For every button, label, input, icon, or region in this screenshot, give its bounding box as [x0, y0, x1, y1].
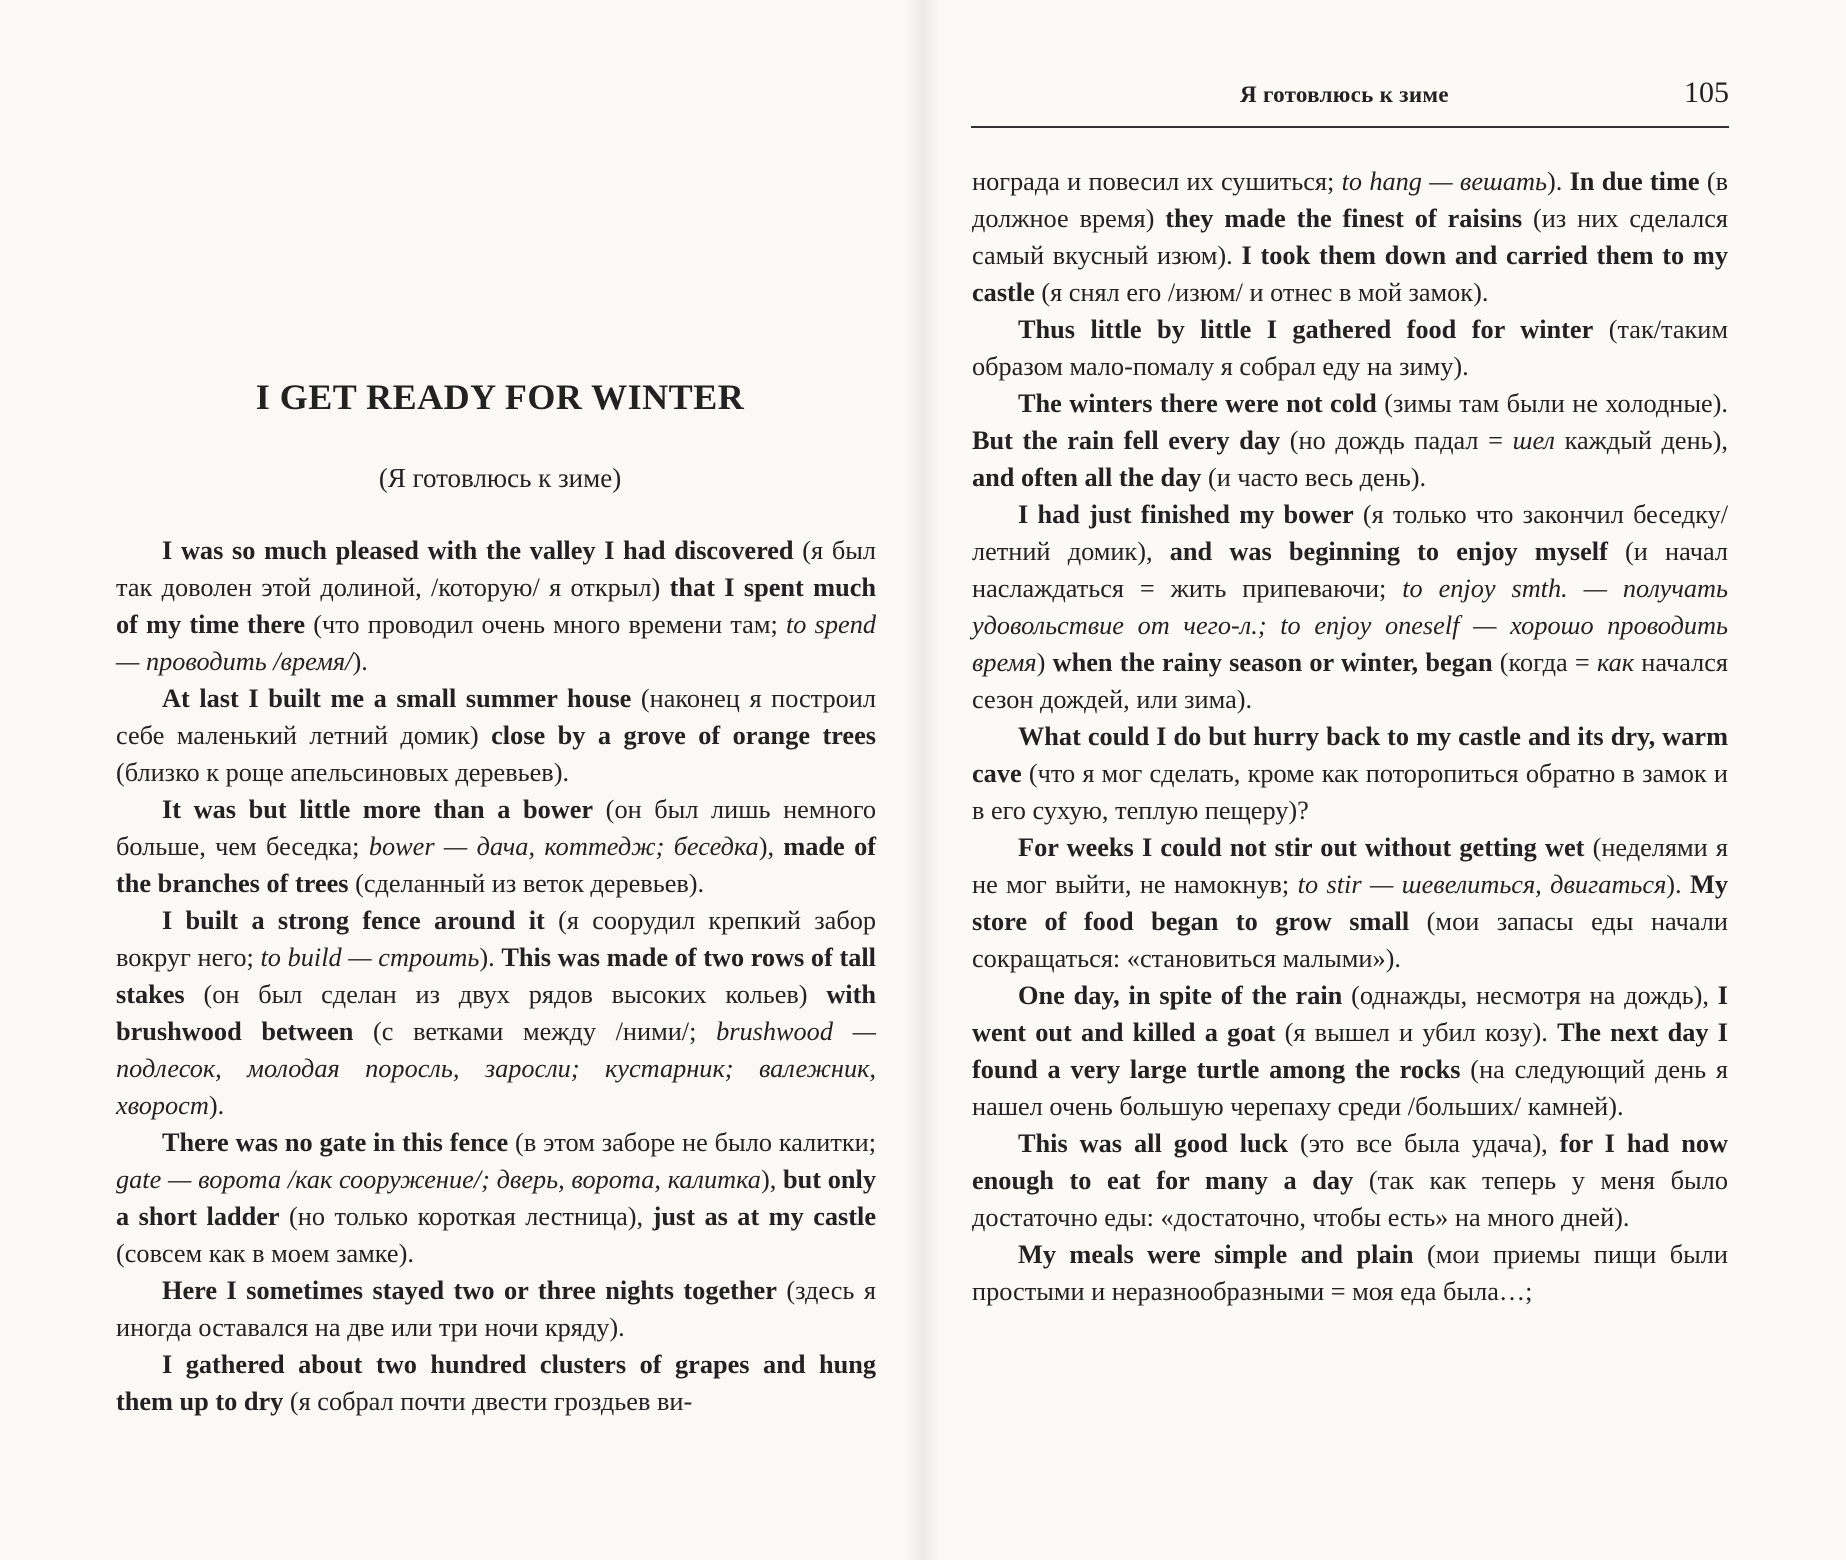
- translation-text: (из них сделался самый вкусный изюм).: [972, 204, 1728, 270]
- translation-text: (я только что закончил беседку/летний домик),: [972, 500, 1728, 566]
- book-gutter: [905, 0, 941, 1560]
- translation-text: (это все была удача),: [1287, 1129, 1560, 1158]
- translation-text: (я соорудил крепкий забор вокруг него;: [116, 906, 876, 972]
- vocabulary-note: шел: [1512, 426, 1555, 455]
- english-phrase: made of the branches of trees: [116, 832, 876, 898]
- english-phrase: just as at my castle: [652, 1202, 876, 1231]
- vocabulary-note: gate — ворота /как сооружение/; дверь, ворота, калитка: [116, 1165, 761, 1194]
- vocabulary-note: to spend — проводить /время/: [116, 610, 876, 676]
- translation-text: (но дождь падал =: [1280, 426, 1513, 455]
- english-phrase: I took them down and carried them to my castle: [972, 241, 1728, 307]
- left-column-text: [116, 532, 876, 1420]
- english-phrase: and often all the day: [972, 463, 1202, 492]
- translation-text: ),: [760, 1165, 784, 1194]
- vocabulary-note: как: [1596, 648, 1635, 677]
- chapter-subtitle: (Я готовлюсь к зиме): [378, 463, 622, 493]
- translation-text: (совсем как в моем замке).: [116, 1239, 414, 1268]
- english-phrase: I went out and killed a goat: [972, 981, 1729, 1047]
- translation-text: (здесь я иногда оставался на две или три ночи кряду).: [116, 1276, 876, 1342]
- english-phrase: My meals were simple and plain: [1018, 1240, 1414, 1269]
- english-phrase: This was made of two rows of tall stakes: [116, 943, 876, 1009]
- english-phrase: they made the finest of raisins: [1165, 204, 1523, 233]
- translation-text: (так как теперь у меня было достаточно еды: «достаточно, чтобы есть» на много дней).: [972, 1166, 1728, 1232]
- translation-text: (на следующий день я нашел очень большую черепаху среди /больших/ камней).: [972, 1055, 1728, 1121]
- paragraph: [116, 791, 876, 902]
- translation-text: нограда и повесил их сушиться;: [972, 167, 1342, 196]
- translation-text: (и начал наслаждаться = жить припеваючи;: [972, 537, 1728, 603]
- chapter-title: I GET READY FOR WINTER: [255, 377, 745, 417]
- paragraph: [972, 977, 1728, 1125]
- translation-text: (неделями я не мог выйти, не намокнув;: [972, 833, 1728, 899]
- english-phrase: Thus little by little I gathered food for winter: [1018, 315, 1594, 344]
- paragraph: [972, 496, 1728, 718]
- english-phrase: The next day I found a very large turtle among the rocks: [972, 1018, 1728, 1084]
- translation-text: (сделанный из веток деревьев).: [348, 869, 705, 898]
- translation-text: ).: [479, 943, 502, 972]
- translation-text: (когда =: [1492, 648, 1597, 677]
- vocabulary-note: to enjoy smth. — получать удовольствие от чего-л.; to enjoy oneself — хорошо проводить время: [972, 574, 1728, 677]
- translation-text: (близко к роще апельсиновых деревьев).: [116, 758, 570, 787]
- paragraph: [972, 311, 1728, 385]
- paragraph: [972, 829, 1728, 977]
- paragraph: [116, 902, 876, 1124]
- right-column-text: [972, 163, 1728, 1310]
- translation-text: начался сезон дождей, или зима).: [972, 648, 1728, 714]
- translation-text: (он был лишь немного больше, чем беседка;: [116, 795, 876, 861]
- translation-text: (мои приемы пищи были простыми и неразнообразными = моя еда была…;: [972, 1240, 1728, 1306]
- paragraph: [972, 385, 1728, 496]
- english-phrase: One day, in spite of the rain: [1018, 981, 1343, 1010]
- running-title: Я готовлюсь к зиме: [1240, 82, 1449, 107]
- english-phrase: My store of food began to grow small: [972, 870, 1728, 936]
- translation-text: ).: [208, 1091, 225, 1120]
- english-phrase: The winters there were not cold: [1018, 389, 1377, 418]
- english-phrase: This was all good luck: [1018, 1129, 1288, 1158]
- translation-text: (он был сделан из двух рядов высоких кольев): [184, 980, 827, 1009]
- translation-text: (я был так доволен этой долиной, /которую/ я открыл): [116, 536, 876, 602]
- translation-text: ).: [352, 647, 368, 676]
- page-number: 105: [1684, 76, 1729, 109]
- english-phrase: I gathered about two hundred clusters of grapes and hung them up to dry: [116, 1350, 876, 1416]
- translation-text: (что проводил очень много времени там;: [305, 610, 786, 639]
- paragraph: [116, 680, 876, 791]
- vocabulary-note: bower — дача, коттедж; беседка: [368, 832, 759, 861]
- translation-text: (в должное время): [972, 167, 1729, 233]
- english-phrase: It was but little more than a bower: [162, 795, 594, 824]
- translation-text: ): [1036, 648, 1053, 677]
- vocabulary-note: brushwood — подлесок, молодая поросль, заросли; кустарник; валежник, хворост: [116, 1017, 877, 1120]
- paragraph: [972, 1236, 1728, 1310]
- translation-text: (зимы там были не холодные).: [1376, 389, 1728, 418]
- translation-text: (что я мог сделать, кроме как поторопиться обратно в замок и в его сухую, теплую пещеру)?: [972, 759, 1728, 825]
- paragraph: [116, 1346, 876, 1420]
- english-phrase: What could I do but hurry back to my castle and its dry, warm cave: [972, 722, 1728, 788]
- translation-text: (но только короткая лестница),: [279, 1202, 653, 1231]
- english-phrase: for I had now enough to eat for many a day: [972, 1129, 1728, 1195]
- translation-text: (мои запасы еды начали сокращаться: «становиться малыми»).: [972, 907, 1728, 973]
- vocabulary-note: to stir — шевелиться, двигаться: [1297, 870, 1667, 899]
- translation-text: ).: [1666, 870, 1691, 899]
- translation-text: каждый день),: [1554, 426, 1729, 455]
- running-header: [971, 74, 1729, 128]
- vocabulary-note: to build — строить: [260, 943, 480, 972]
- translation-text: (однажды, несмотря на дождь),: [1342, 981, 1718, 1010]
- english-phrase: In due time: [1569, 167, 1700, 196]
- english-phrase: I had just finished my bower: [1018, 500, 1354, 529]
- paragraph-continuation: [972, 163, 1728, 311]
- paragraph: [116, 532, 876, 680]
- translation-text: ).: [1546, 167, 1570, 196]
- english-phrase: but only a short ladder: [116, 1165, 876, 1231]
- paragraph: [116, 1124, 876, 1272]
- paragraph: [972, 718, 1728, 829]
- paragraph: [116, 1272, 876, 1346]
- english-phrase: that I spent much of my time there: [116, 573, 876, 639]
- translation-text: (я вышел и убил козу).: [1275, 1018, 1558, 1047]
- translation-text: (с ветками между /ними/;: [353, 1017, 717, 1046]
- english-phrase: and was beginning to enjoy myself: [1169, 537, 1608, 566]
- paragraph: [972, 1125, 1728, 1236]
- translation-text: (я собрал почти двести гроздьев ви-: [283, 1387, 693, 1416]
- translation-text: (я снял его /изюм/ и отнес в мой замок).: [1034, 278, 1489, 307]
- english-phrase: Here I sometimes stayed two or three nights together: [162, 1276, 777, 1305]
- english-phrase: when the rainy season or winter, began: [1052, 648, 1493, 677]
- english-phrase: At last I built me a small summer house: [162, 684, 632, 713]
- translation-text: (так/таким образом мало-помалу я собрал еду на зиму).: [972, 315, 1729, 381]
- translation-text: ),: [758, 832, 784, 861]
- translation-text: (и часто весь день).: [1201, 463, 1427, 492]
- translation-text: (в этом заборе не было калитки;: [508, 1128, 876, 1157]
- vocabulary-note: to hang — вешать: [1341, 167, 1547, 196]
- english-phrase: I built a strong fence around it: [162, 906, 545, 935]
- english-phrase: There was no gate in this fence: [162, 1128, 509, 1157]
- english-phrase: close by a grove of orange trees: [491, 721, 876, 750]
- english-phrase: with brushwood between: [116, 980, 876, 1046]
- english-phrase: For weeks I could not stir out without getting wet: [1018, 833, 1585, 862]
- english-phrase: But the rain fell every day: [972, 426, 1281, 455]
- translation-text: (наконец я построил себе маленький летний домик): [116, 684, 876, 750]
- english-phrase: I was so much pleased with the valley I had discovered: [162, 536, 794, 565]
